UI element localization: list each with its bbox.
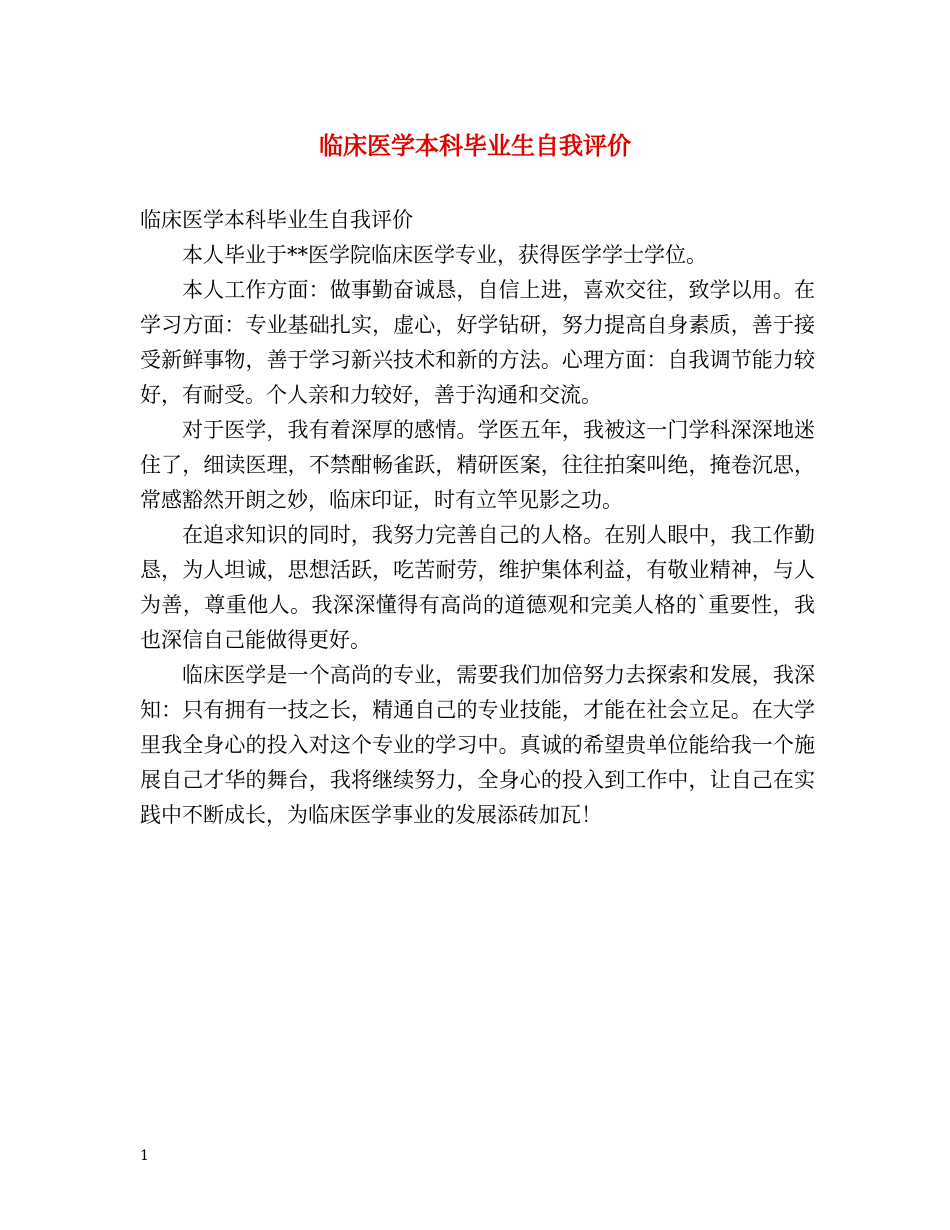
paragraph-1: 本人毕业于**医学院临床医学专业，获得医学学士学位。 (182, 243, 707, 267)
paragraph-5: 临床医学是一个高尚的专业，需要我们加倍努力去探索和发展，我深知：只有拥有一技之长，精通自己的专业技能，才能在社会立足。在大学里我全身心的投入对这个专业的学习中。真诚的希望贵单位能给我一个施展自己才华的舞台，我将继续努力，全身心的投入到工作中，让自己在实践中不断成长，为临床医学事业的发展添砖加瓦！ (140, 663, 815, 827)
document-heading: 临床医学本科毕业生自我评价 (140, 208, 413, 232)
paragraph-3: 对于医学，我有着深厚的感情。学医五年，我被这一门学科深深地迷住了，细读医理，不禁酣畅雀跃，精研医案，往往拍案叫绝，掩卷沉思，常感豁然开朗之妙，临床印证，时有立竿见影之功。 (140, 418, 815, 512)
document-body (140, 203, 815, 833)
page-number: 1 (140, 1148, 149, 1164)
paragraph-4: 在追求知识的同时，我努力完善自己的人格。在别人眼中，我工作勤恳，为人坦诚，思想活跃，吃苦耐劳，维护集体利益，有敬业精神，与人为善，尊重他人。我深深懂得有高尚的道德观和完美人格的`重要性，我也深信自己能做得更好。 (140, 523, 815, 652)
paragraph-2: 本人工作方面：做事勤奋诚恳，自信上进，喜欢交往，致学以用。在学习方面：专业基础扎实，虚心，好学钻研，努力提高自身素质，善于接受新鲜事物，善于学习新兴技术和新的方法。心理方面：自我调节能力较好，有耐受。个人亲和力较好，善于沟通和交流。 (140, 278, 815, 407)
document-title: 临床医学本科毕业生自我评价 (319, 132, 631, 160)
